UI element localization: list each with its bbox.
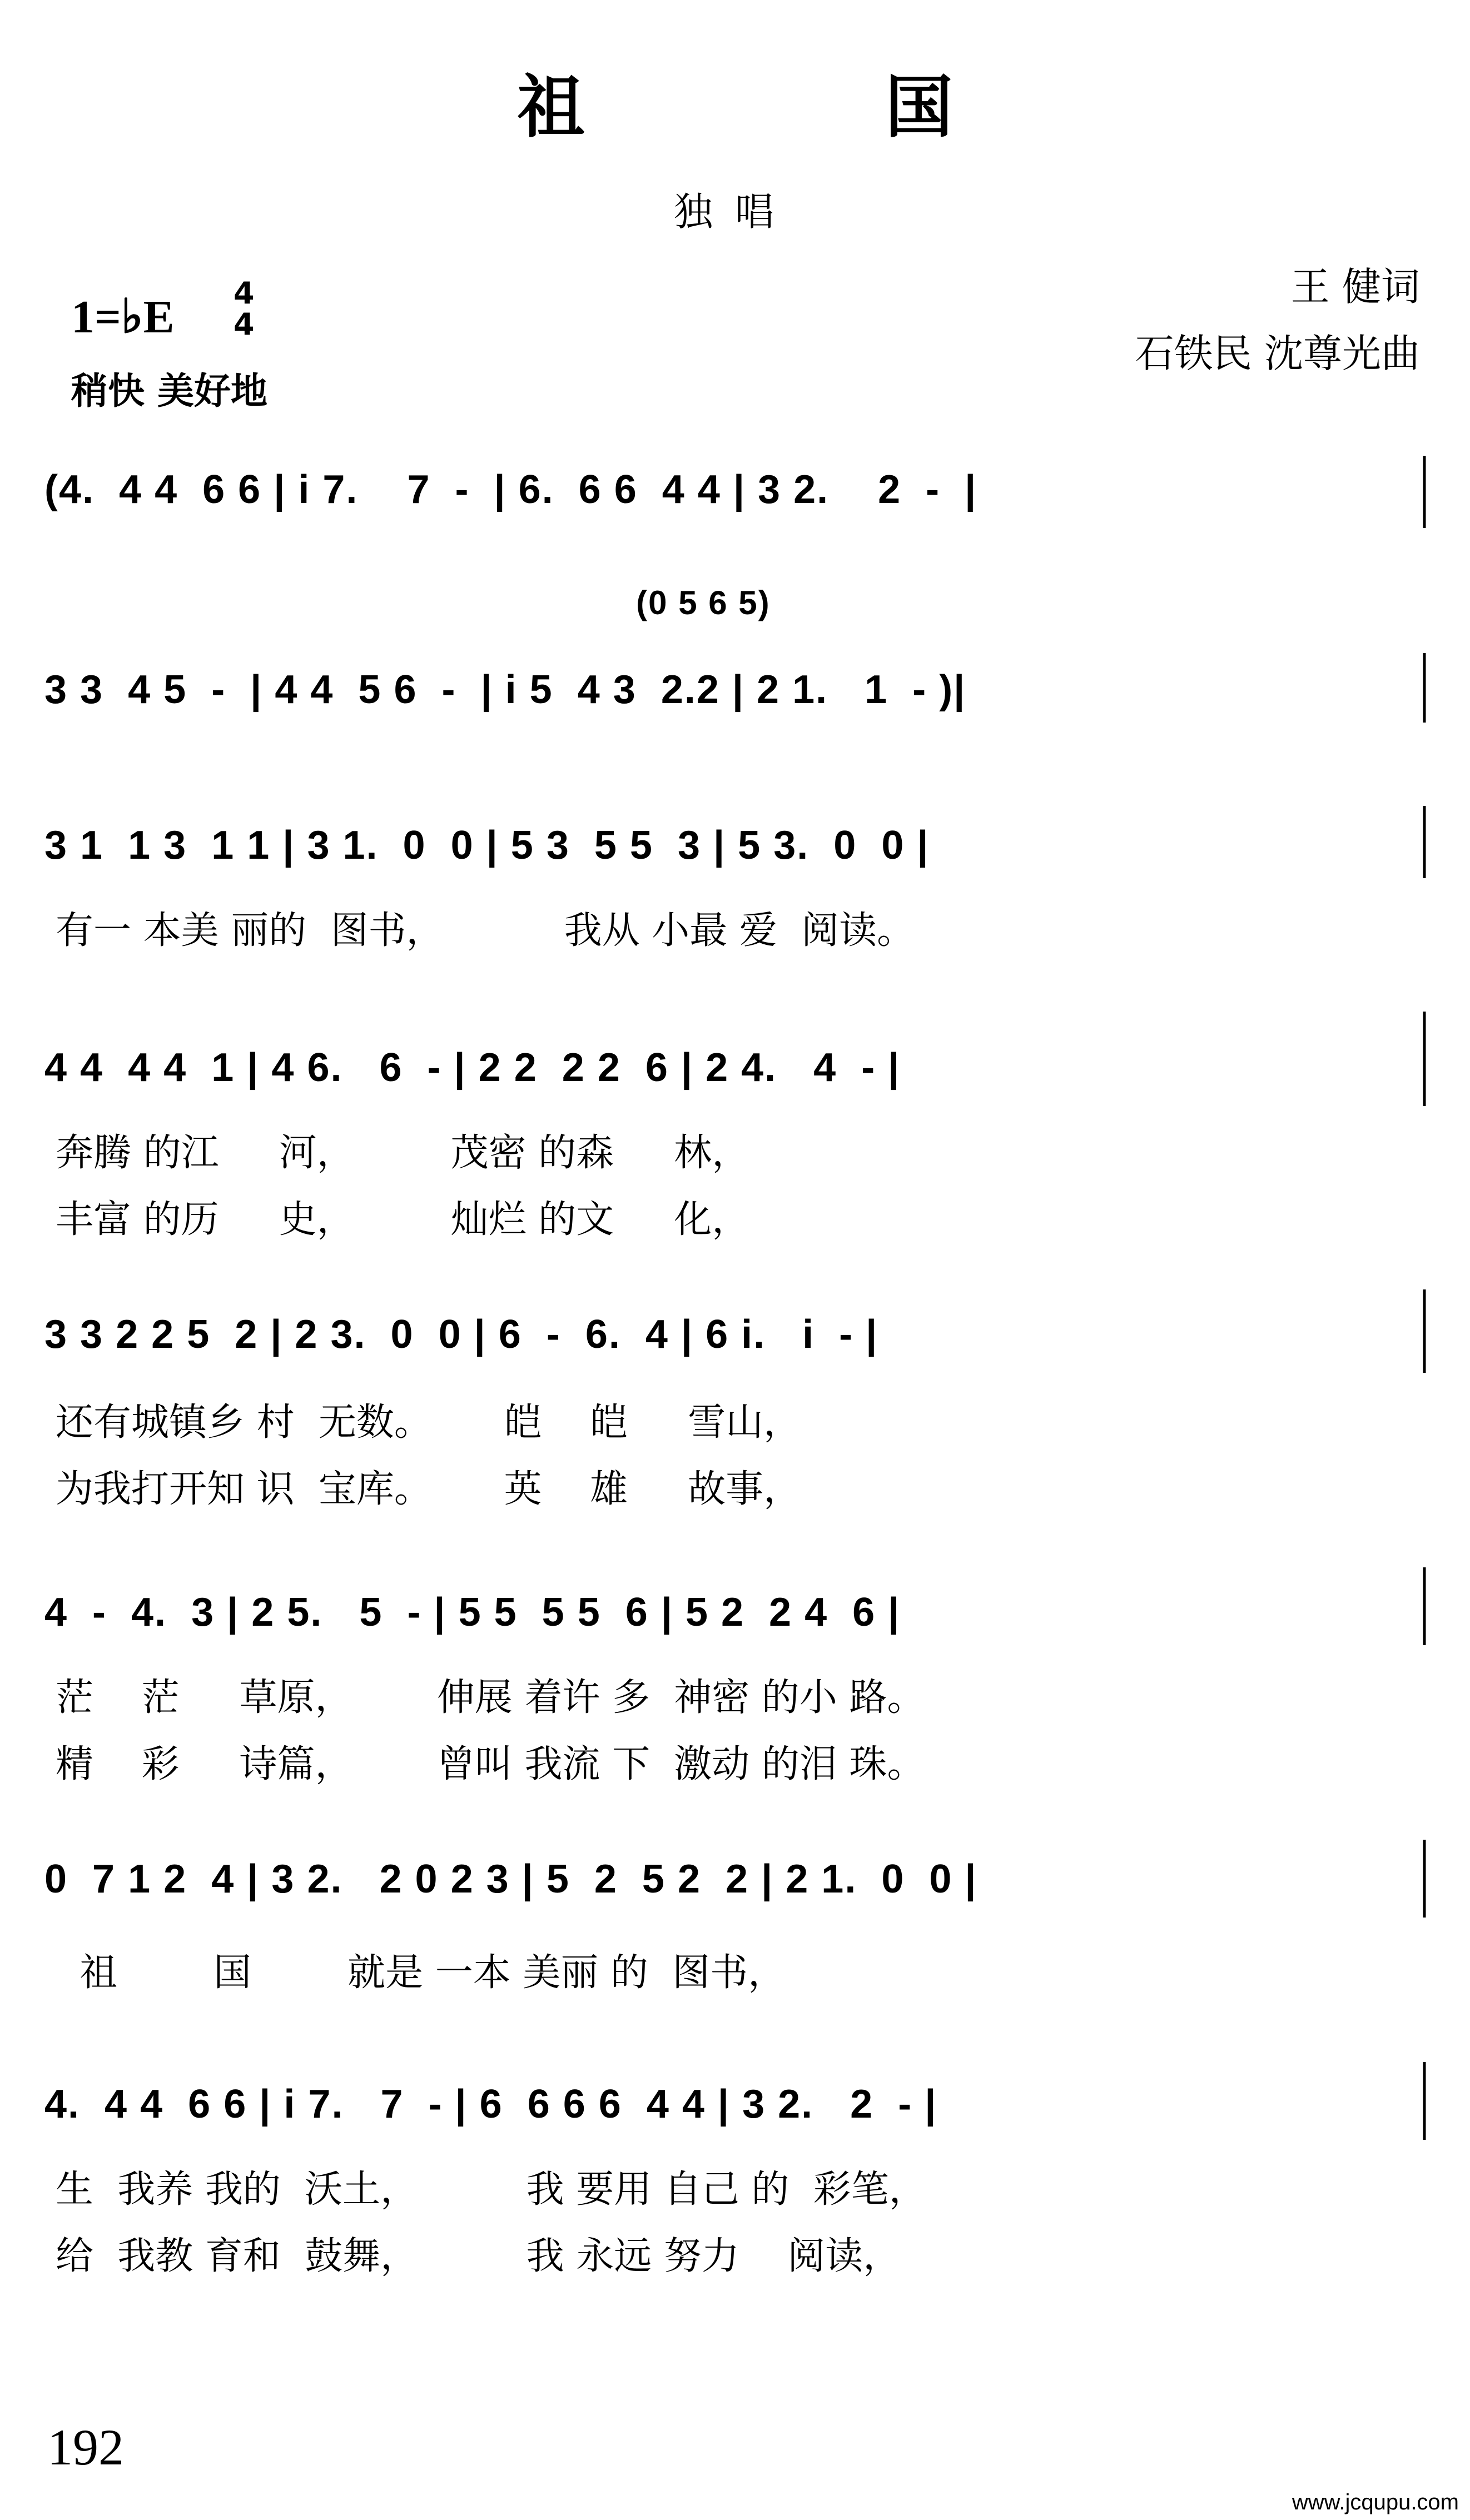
subtitle: 独唱 — [674, 189, 796, 235]
notation-row: 4 4 4 4 1 | 4 6. 6 - | 2 2 2 2 6 | 2 4. 4 - | — [44, 1045, 901, 1090]
tempo-marking: 稍快 美好地 — [71, 370, 267, 412]
lyric-line: 给 我教 育和 鼓舞， 我 永远 努力 阅读， — [56, 2234, 901, 2278]
song-title: 祖 国 — [517, 68, 953, 147]
notation-row: 4 - 4. 3 | 2 5. 5 - | 5 5 5 5 6 | 5 2 2 4 6 | — [44, 1590, 901, 1635]
lyric-line: 为我打开知 识 宝库。 英 雄 故事， — [56, 1467, 802, 1511]
lyricist-credit: 王 健词 — [1290, 264, 1420, 310]
key-signature: 1=♭E — [71, 291, 175, 343]
meter-bottom: 4 — [234, 307, 255, 342]
lyric-line: 丰富 的历 史， 灿烂 的文 化， — [56, 1198, 750, 1242]
notation-row: 3 1 1 3 1 1 | 3 1. 0 0 | 5 3 5 5 3 | 5 3. 0 0 | — [44, 823, 930, 868]
lyric-line: 生 我养 我的 沃土， 我 要用 自己 的 彩笔， — [56, 2168, 927, 2212]
watermark: www.jcqupu.com — [1292, 2490, 1459, 2514]
notation-row: 0 7 1 2 4 | 3 2. 2 0 2 3 | 5 2 5 2 2 | 2 1. 0 0 | — [44, 1857, 977, 1901]
notation-row: 3 3 2 2 5 2 | 2 3. 0 0 | 6 - 6. 4 | 6 i. i - | — [44, 1312, 878, 1357]
notation-row: 4. 4 4 6 6 | i 7. 7 - | 6 6 6 6 4 4 | 3 2. 2 - | — [44, 2082, 937, 2126]
meter-top: 4 — [234, 276, 255, 311]
notation-row: (0 5 6 5) — [44, 584, 771, 621]
lyric-line: 祖 国 就是 一本 美丽 的 图书， — [56, 1951, 786, 1995]
page-number: 192 — [47, 2419, 124, 2476]
lyric-line: 茫 茫 草原， 伸展 着许 多 神密 的小 路。 — [56, 1676, 925, 1720]
lyric-line: 有一 本美 丽的 图书， 我从 小最 爱 阅读。 — [56, 909, 915, 953]
lyric-line: 还有城镇乡 村 无数。 皑 皑 雪山， — [56, 1401, 802, 1445]
notation-row: (4. 4 4 6 6 | i 7. 7 - | 6. 6 6 4 4 | 3 2. 2 - | — [44, 467, 977, 512]
composer-credit: 石铁民 沈尊光曲 — [1135, 331, 1420, 376]
notation-row: 3 3 4 5 - | 4 4 5 6 - | i 5 4 3 2.2 | 2 1. 1 - )| — [44, 668, 966, 712]
lyric-line: 奔腾 的江 河， 茂密 的森 林， — [56, 1131, 750, 1175]
lyric-line: 精 彩 诗篇， 曾叫 我流 下 激动 的泪 珠。 — [56, 1742, 925, 1786]
